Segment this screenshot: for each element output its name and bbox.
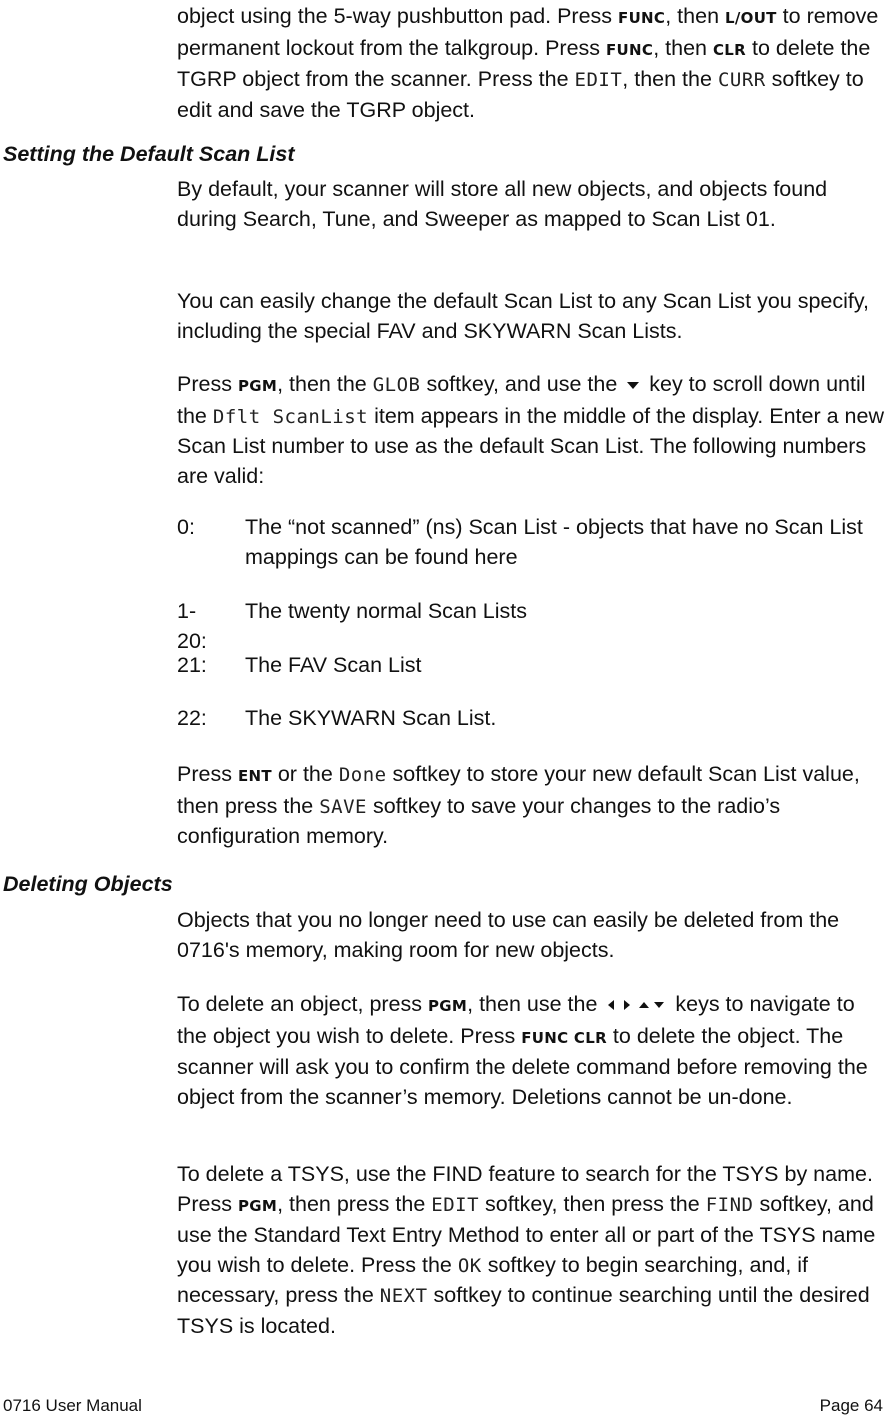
pgm-key: PGM	[237, 1196, 278, 1215]
func-key: FUNC	[606, 40, 654, 59]
find-softkey: FIND	[705, 1193, 754, 1216]
edit-softkey: EDIT	[431, 1193, 480, 1216]
pgm-key: PGM	[428, 997, 468, 1015]
lockout-key: L/OUT	[725, 9, 777, 27]
func-key: FUNC	[618, 9, 666, 27]
clr-key: CLR	[712, 40, 747, 59]
section-heading-default-scan-list: Setting the Default Scan List	[3, 142, 295, 166]
default-scan-paragraph-2: You can easily change the default Scan List to any Scan List you specify, including the special FAV and SKYWARN Scan Lists.	[177, 289, 870, 343]
footer-page-number: Page 64	[819, 1396, 883, 1415]
manual-page: object using the 5-way pushbutton pad. Press FUNC, then L/OUT to remove permanent lockout from the talkgroup. Press FUNC, then CLR to delete the TGRP object from the scanner. Press the EDIT, then the CURR softkey to edit and save the TGRP object. Setting the Default Scan List By default, your scanner will store all new objects, and objects found during Search, Tune, and Sweeper as mapped to Scan List 01. You can easily change the default Scan List to any Scan List you specify, including the special FAV and SKYWARN Scan Lists. Press PGM, then the GLOB softkey, and use the key to scroll down until the Dflt ScanList item appears in the middle of the display. Enter a new Scan List number to use as the default Scan List. The following numbers are valid: 0: The “not scanned” (ns) Scan List - objects that have no Scan List mappings can be found here 1-20: The twenty normal Scan Lists 21: The FAV Scan List 22: The SKYWARN Scan List. Press ENT or the Done softkey to store your new default Scan List value, then press the SAVE softkey to save your changes to the radio’s configuration memory. Deleting Objects Objects that you no longer need to use can easily be deleted from the 0716's memory, making room for new objects. To delete an object, press PGM, then use the keys to navigate to the object you wish to delete. Press FUNC CLR to delete the object. The scanner will ask you to confirm the delete command before removing the object from the scanner’s memory. Deletions cannot be un-done. To delete a TSYS, use the FIND feature to search for the TSYS by name. Press PGM, then press the EDIT softkey, then press the FIND softkey, and use the Standard Text Entry Method to enter all or part of the TSYS name you wish to delete. Press the OK softkey to begin searching, and, if necessary, press the NEXT softkey to continue searching until the desired TSYS is located. 0716 User Manual Page 64	[0, 0, 893, 1419]
ent-key: ENT	[237, 767, 272, 785]
deleting-paragraph-2: To delete an object, press PGM, then use the keys to navigate to the object you wish to delete. Press FUNC CLR to delete the object. The scanner will ask you to confirm the delete command before removing the object from the scanner’s memory. Deletions cannot be un-done.	[177, 992, 868, 1109]
default-scan-paragraph-3: Press PGM, then the GLOB softkey, and use the key to scroll down until the Dflt ScanList item appears in the middle of the display. Enter a new Scan List number to use as the default Scan List. The following numbers are valid:	[177, 372, 884, 488]
section-heading-deleting-objects: Deleting Objects	[3, 872, 173, 896]
func-clr-keys: FUNC CLR	[521, 1028, 607, 1047]
edit-softkey: EDIT	[574, 69, 623, 91]
save-softkey: SAVE	[319, 795, 367, 818]
down-arrow-icon	[626, 380, 640, 390]
dflt-scanlist-item: Dflt ScanList	[212, 405, 369, 428]
intro-paragraph: object using the 5-way pushbutton pad. Press FUNC, then L/OUT to remove permanent lockout from the talkgroup. Press FUNC, then CLR to delete the TGRP object from the scanner. Press the EDIT, then the CURR softkey to edit and save the TGRP object.	[177, 4, 879, 122]
curr-softkey: CURR	[717, 69, 766, 91]
default-scan-paragraph-1: By default, your scanner will store all new objects, and objects found during Search, Tune, and Sweeper as mapped to Scan List 01.	[177, 177, 828, 231]
footer-manual-title: 0716 User Manual	[3, 1396, 142, 1415]
deleting-paragraph-3: To delete a TSYS, use the FIND feature to search for the TSYS by name. Press PGM, then press the EDIT softkey, then press the FIND softkey, and use the Standard Text Entry Method to enter all or part of the TSYS name you wish to delete. Press the OK softkey to begin searching, and, if necessary, press the NEXT softkey to continue searching until the desired TSYS is located.	[177, 1162, 876, 1338]
direction-arrows-icon	[606, 999, 666, 1011]
ok-softkey: OK	[457, 1254, 482, 1277]
done-softkey: Done	[338, 764, 387, 786]
default-scan-paragraph-4: Press ENT or the Done softkey to store your new default Scan List value, then press the SAVE softkey to save your changes to the radio’s configuration memory.	[177, 762, 860, 848]
pgm-key: PGM	[237, 377, 278, 395]
next-softkey: NEXT	[379, 1285, 428, 1307]
deleting-paragraph-1: Objects that you no longer need to use can easily be deleted from the 0716's memory, making room for new objects.	[177, 908, 840, 962]
glob-softkey: GLOB	[372, 374, 421, 396]
